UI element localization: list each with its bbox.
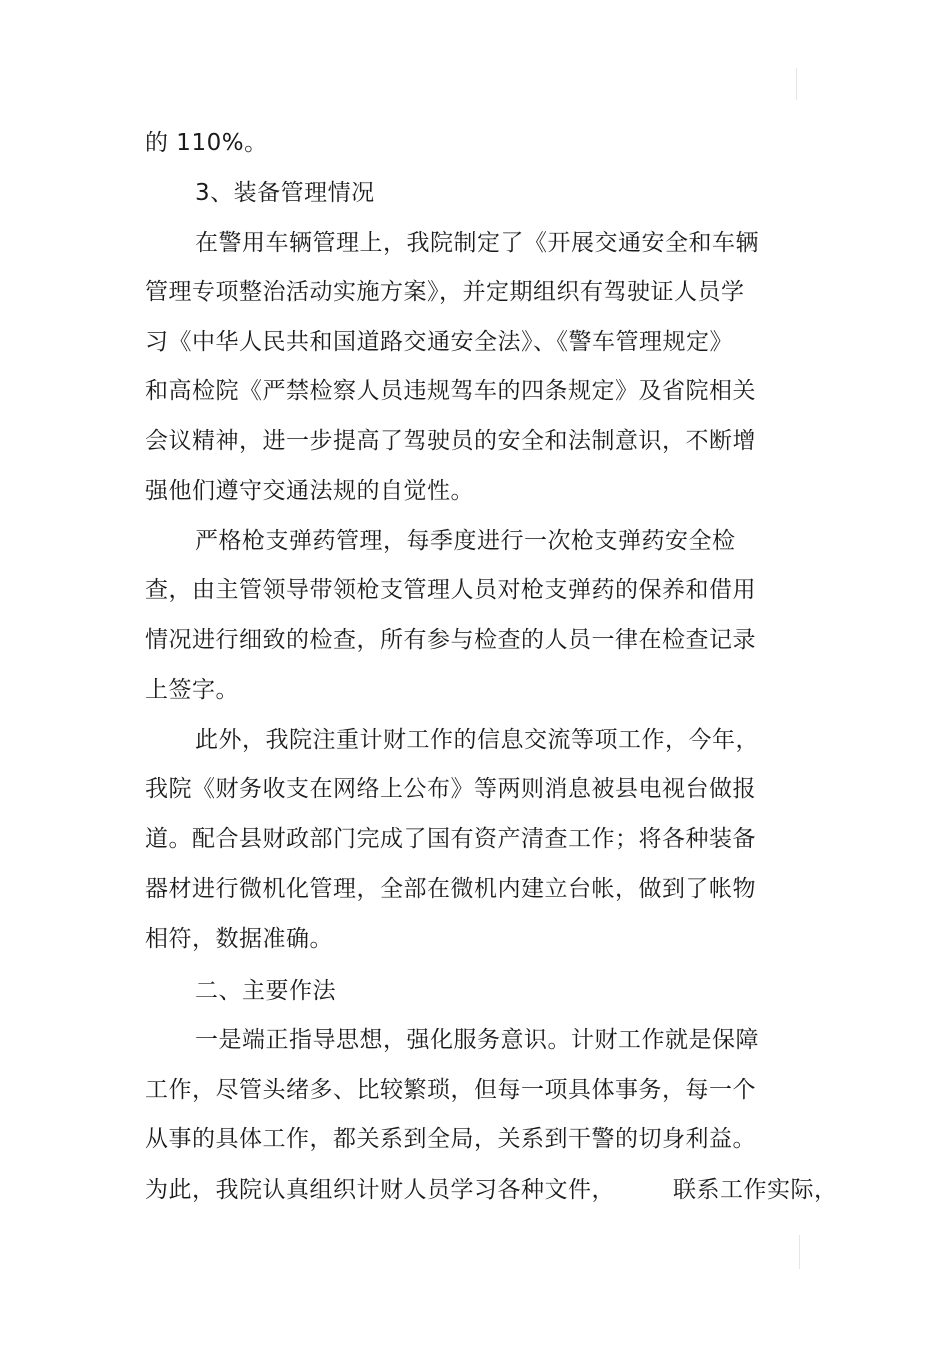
text-line: 一是端正指导思想，强化服务意识。计财工作就是保障: [195, 1027, 759, 1053]
margin-mark-top: [796, 68, 797, 100]
text-line: 从事的具体工作，都关系到全局，关系到干警的切身利益。: [145, 1126, 756, 1152]
text-line-part: 为此，我院认真组织计财人员学习各种文件，: [145, 1177, 615, 1203]
text-line: 上签字。: [145, 677, 239, 703]
text-line: 的 110%。: [145, 130, 268, 156]
text-line-part: 联系工作实际，: [673, 1177, 838, 1203]
text-line: 和高检院《严禁检察人员违规驾车的四条规定》及省院相关: [145, 378, 756, 404]
section-heading: 二、主要作法: [195, 978, 336, 1004]
text-line: 此外，我院注重计财工作的信息交流等项工作，今年，: [195, 727, 759, 753]
text-line: 在警用车辆管理上，我院制定了《开展交通安全和车辆: [195, 230, 759, 256]
text-line: 器材进行微机化管理，全部在微机内建立台帐，做到了帐物: [145, 876, 756, 902]
text-line: 查，由主管领导带领枪支管理人员对枪支弹药的保养和借用: [145, 577, 756, 603]
text-line: 严格枪支弹药管理，每季度进行一次枪支弹药安全检: [195, 528, 736, 554]
text-line: 会议精神，进一步提高了驾驶员的安全和法制意识，不断增: [145, 428, 756, 454]
text-line: 我院《财务收支在网络上公布》等两则消息被县电视台做报: [145, 776, 756, 802]
text-line: 强他们遵守交通法规的自觉性。: [145, 478, 474, 504]
text-line: 工作，尽管头绪多、比较繁琐，但每一项具体事务，每一个: [145, 1077, 756, 1103]
text-line: 习《中华人民共和国道路交通安全法》、《警车管理规定》: [145, 329, 733, 355]
text-line: 情况进行细致的检查，所有参与检查的人员一律在检查记录: [145, 627, 756, 653]
section-heading: 3、装备管理情况: [195, 180, 375, 206]
margin-mark-bottom: [799, 1235, 800, 1269]
text-line: [145, 1175, 838, 1205]
text-line: 管理专项整治活动实施方案》，并定期组织有驾驶证人员学: [145, 279, 745, 305]
text-line: 道。配合县财政部门完成了国有资产清查工作；将各种装备: [145, 826, 756, 852]
text-line: 相符，数据准确。: [145, 926, 333, 952]
